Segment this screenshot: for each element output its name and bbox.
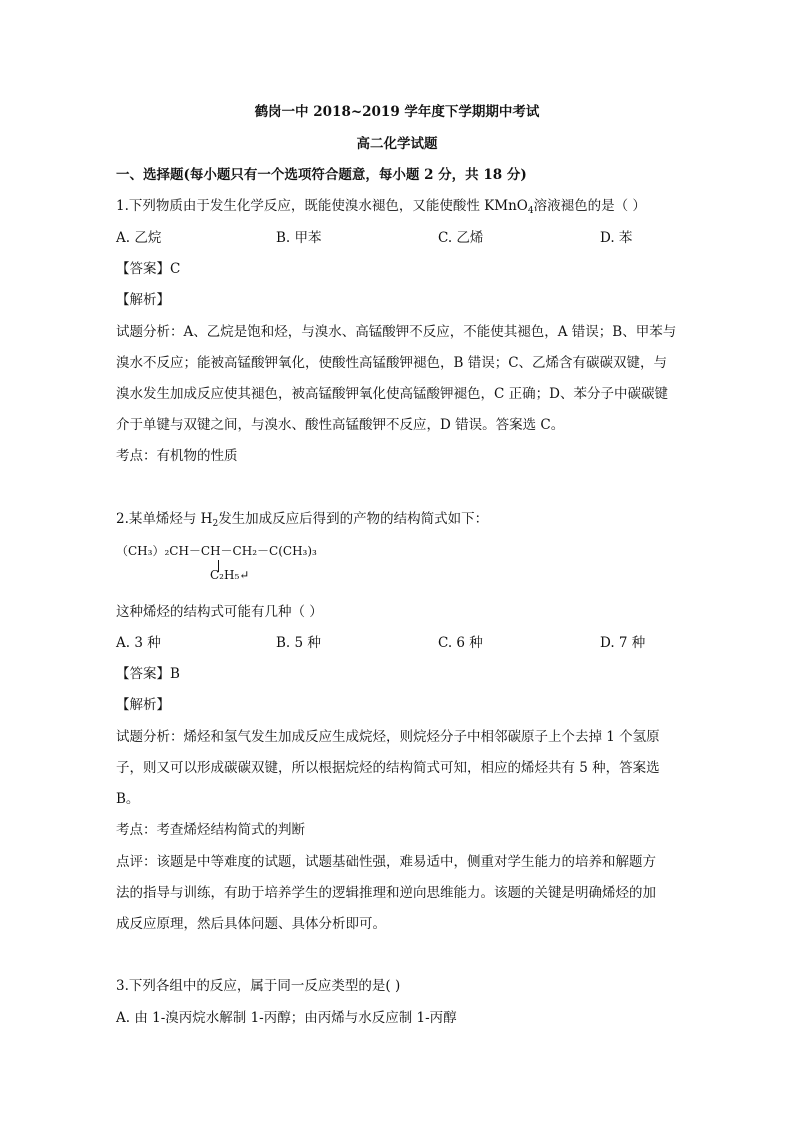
q1-stem [116, 196, 646, 221]
q2-option-c: C. 6 种 [438, 635, 483, 651]
q2-analysis-label: 【解析】 [116, 697, 170, 713]
q2-stem [116, 509, 488, 534]
q1-option-d: D. 苯 [600, 230, 633, 246]
section-heading: 一、选择题(每小题只有一个选项符合题意，每小题 2 分，共 18 分) [116, 167, 527, 183]
q3-option-a: A. 由 1-溴丙烷水解制 1-丙醇；由丙烯与水反应制 1-丙醇 [116, 1010, 457, 1026]
q1-stem-subscript: 4 [527, 206, 534, 216]
q2-stem-subscript: 2 [212, 519, 219, 529]
q1-analysis-line: 介于单键与双键之间，与溴水、酸性高锰酸钾不反应，D 错误。答案选 C。 [116, 417, 565, 433]
q1-option-b: B. 甲苯 [276, 230, 322, 246]
q2-comment-line: 成反应原理，然后具体问题、具体分析即可。 [116, 916, 386, 932]
q2-analysis-line: 子，则又可以形成碳碳双键，所以根据烷烃的结构简式可知，相应的烯烃共有 5 种，答案选 [116, 760, 660, 776]
q2-analysis-line: 试题分析：烯烃和氢气发生加成反应生成烷烃，则烷烃分子中相邻碳原子上个去掉 1 个氢原 [116, 729, 660, 745]
q2-stem-part-b: 发生加成反应后得到的产物的结构简式如下： [218, 511, 489, 527]
q1-option-c: C. 乙烯 [438, 230, 484, 246]
q1-answer: 【答案】C [116, 261, 181, 277]
q2-option-b: B. 5 种 [276, 635, 321, 651]
q1-stem-part-a: 1.下列物质由于发生化学反应，既能使溴水褪色，又能使酸性 KMnO [116, 198, 528, 214]
q2-analysis-line: B。 [116, 791, 140, 807]
q2-comment-line: 点评：该题是中等难度的试题，试题基础性强，难易适中，侧重对学生能力的培养和解题方 [116, 854, 656, 870]
q1-analysis-line: 溴水发生加成反应使其褪色，被高锰酸钾氧化使高锰酸钾褪色，C 正确；D、苯分子中碳碳键 [116, 386, 668, 402]
q1-analysis-line: 溴水不反应；能被高锰酸钾氧化，使酸性高锰酸钾褪色，B 错误；C、乙烯含有碳碳双键，与 [116, 355, 668, 371]
q2-answer: 【答案】B [116, 666, 180, 682]
structural-formula [116, 540, 376, 590]
q1-stem-part-b: 溶液褪色的是（ ） [533, 198, 646, 214]
q1-option-a: A. 乙烷 [116, 230, 162, 246]
q1-analysis-line: 试题分析：A、乙烷是饱和烃，与溴水、高锰酸钾不反应，不能使其褪色，A 错误；B、甲苯与 [116, 324, 677, 340]
formula-main-chain: （CH₃）₂CH－CH－CH₂－C(CH₃)₃ [116, 544, 317, 558]
q1-analysis-label: 【解析】 [116, 292, 170, 308]
exam-title: 鹤岗一中 2018~2019 学年度下学期期中考试 [254, 104, 540, 120]
q2-option-d: D. 7 种 [600, 635, 646, 651]
q3-stem: 3.下列各组中的反应，属于同一反应类型的是( ) [116, 978, 401, 994]
exam-subtitle: 高二化学试题 [356, 136, 438, 152]
q2-stem-part-a: 2.某单烯烃与 H [116, 511, 213, 527]
q2-point: 考点：考查烯烃结构简式的判断 [116, 822, 305, 838]
q2-option-a: A. 3 种 [116, 635, 161, 651]
q1-point: 考点：有机物的性质 [116, 448, 238, 464]
q2-question: 这种烯烃的结构式可能有几种（ ） [116, 604, 323, 620]
q2-comment-line: 法的指导与训练，有助于培养学生的逻辑推理和逆向思维能力。该题的关键是明确烯烃的加 [116, 885, 656, 901]
formula-branch: C₂H₅↵ [210, 568, 250, 582]
